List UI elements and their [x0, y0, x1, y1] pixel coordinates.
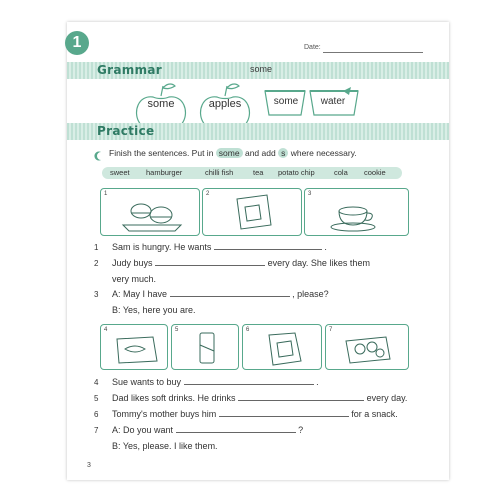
moon-icon: [94, 148, 104, 158]
bowl-word-water: water: [320, 96, 346, 107]
question-number: 1: [94, 243, 99, 252]
question-suffix: every day.: [366, 393, 408, 403]
question-4: [112, 377, 319, 387]
panel-number: 3: [308, 191, 312, 197]
instruction-part2: and add: [244, 148, 276, 158]
question-number: 7: [94, 426, 99, 435]
word-bank-item: tea: [253, 168, 264, 177]
bowl-word-some: some: [273, 96, 299, 107]
question-2: [112, 258, 370, 268]
worksheet-page: [67, 22, 449, 480]
picture-panel-tea: [304, 188, 409, 236]
picture-panel-chips-2: [242, 324, 322, 370]
question-7: [112, 425, 303, 435]
question-text: Tommy's mother buys him: [112, 409, 217, 419]
answer-blank[interactable]: [155, 258, 265, 266]
answer-blank[interactable]: [238, 393, 364, 401]
hamburger-icon: [101, 189, 201, 237]
grammar-title: Grammar: [97, 63, 162, 77]
date-label: Date:: [304, 44, 321, 51]
word-bank-item: cookie: [364, 168, 386, 177]
instruction-text: [109, 148, 357, 158]
chip-bag-icon: [243, 325, 323, 371]
question-number: 6: [94, 410, 99, 419]
picture-panel-fish: [100, 324, 168, 370]
word-bank-item: potato chip: [278, 168, 315, 177]
answer-blank[interactable]: [214, 242, 322, 250]
question-suffix: for a snack.: [351, 409, 398, 419]
bowls-illustration: [263, 87, 363, 127]
question-text: Dad likes soft drinks. He drinks: [112, 393, 236, 403]
chip-bag-icon: [203, 189, 303, 237]
panel-number: 2: [206, 191, 210, 197]
some-label: some: [250, 64, 273, 74]
fish-box-icon: [101, 325, 169, 371]
question-text: A: Do you want: [112, 425, 174, 435]
word-bank-item: cola: [334, 168, 348, 177]
instruction-highlight-some: some: [216, 148, 243, 158]
instruction-part3: where necessary.: [290, 148, 357, 158]
question-1: [112, 242, 327, 252]
date-line[interactable]: [323, 52, 423, 53]
question-suffix: , please?: [292, 289, 329, 299]
answer-blank[interactable]: [176, 425, 296, 433]
question-suffix: .: [316, 377, 319, 387]
question-text: Judy buys: [112, 258, 153, 268]
panel-number: 1: [104, 191, 108, 197]
panel-number: 7: [329, 327, 333, 333]
word-bank: [102, 167, 402, 179]
question-number: 5: [94, 394, 99, 403]
picture-panel-cola: [171, 324, 239, 370]
question-text: A: May I have: [112, 289, 168, 299]
question-6: [112, 409, 398, 419]
instruction-highlight-s: s: [278, 148, 288, 158]
word-bank-item: hamburger: [146, 168, 183, 177]
question-5: [112, 393, 407, 403]
answer-blank[interactable]: [184, 377, 314, 385]
question-suffix: .: [324, 242, 327, 252]
picture-panel-hamburger: [100, 188, 200, 236]
question-text: Sue wants to buy: [112, 377, 182, 387]
question-text: Sam is hungry. He wants: [112, 242, 212, 252]
spoon-icon: [343, 87, 351, 95]
panel-number: 6: [246, 327, 250, 333]
answer-blank[interactable]: [219, 409, 349, 417]
picture-panel-chips: [202, 188, 302, 236]
question-3-reply: B: Yes, here you are.: [112, 305, 196, 315]
picture-panel-cookies: [325, 324, 409, 370]
question-7-reply: B: Yes, please. I like them.: [112, 441, 218, 451]
cola-can-icon: [172, 325, 240, 371]
question-number: 4: [94, 378, 99, 387]
page-number: 3: [87, 462, 91, 469]
cookie-box-icon: [326, 325, 410, 371]
question-suffix: every day. She likes them: [267, 258, 370, 268]
teacup-icon: [305, 189, 410, 237]
apple-word-some: some: [147, 98, 175, 110]
practice-title: Practice: [97, 124, 155, 138]
panel-number: 4: [104, 327, 108, 333]
apple-word-apples: apples: [208, 98, 242, 110]
word-bank-item: chilli fish: [205, 168, 234, 177]
question-3: [112, 289, 329, 299]
word-bank-item: sweet: [110, 168, 130, 177]
instruction-part1: Finish the sentences. Put in: [109, 148, 214, 158]
question-number: 3: [94, 290, 99, 299]
question-2-continued: very much.: [112, 274, 157, 284]
question-number: 2: [94, 259, 99, 268]
panel-number: 5: [175, 327, 179, 333]
answer-blank[interactable]: [170, 289, 290, 297]
question-suffix: ?: [298, 425, 304, 435]
unit-number-badge: 1: [65, 31, 89, 55]
